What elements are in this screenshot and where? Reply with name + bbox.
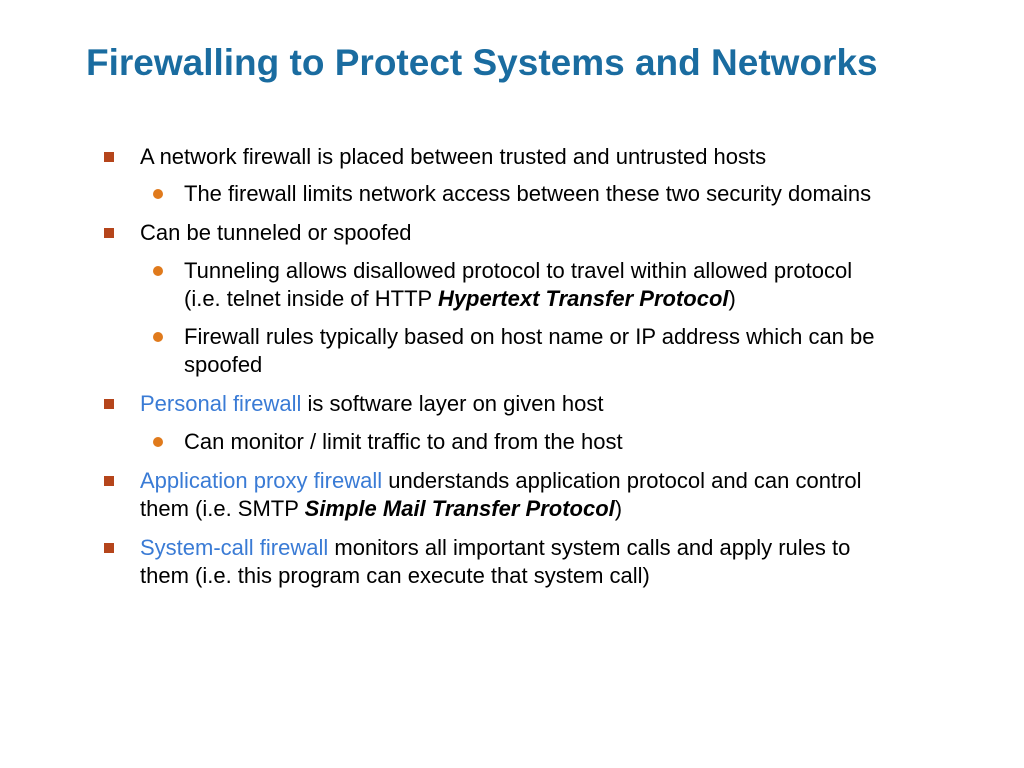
bullet-2-1-line2-post: ) — [728, 286, 736, 311]
application-proxy-firewall-term: Application proxy firewall — [140, 468, 383, 493]
bullet-2-2-line2: spoofed — [184, 352, 263, 377]
bullet-4-line1 — [140, 467, 862, 495]
bullet-5-line1-rest: monitors all important system calls and apply rules to — [328, 535, 851, 560]
dot-bullet-icon — [153, 266, 163, 276]
http-expansion: Hypertext Transfer Protocol — [437, 286, 729, 311]
bullet-2-2-line1: Firewall rules typically based on host name or IP address which can be — [184, 324, 875, 349]
system-call-firewall-term: System-call firewall — [140, 535, 329, 560]
bullet-2-1-line2 — [184, 285, 736, 313]
square-bullet-icon — [104, 228, 114, 238]
dot-bullet-icon — [153, 332, 163, 342]
square-bullet-icon — [104, 152, 114, 162]
bullet-5-line2: them (i.e. this program can execute that system call) — [140, 563, 650, 588]
bullet-2-1-line2-pre: (i.e. telnet inside of HTTP — [184, 286, 438, 311]
bullet-5-line1 — [140, 534, 850, 562]
bullet-1-text: A network firewall is placed between trusted and untrusted hosts — [140, 144, 767, 169]
bullet-3-1-text: Can monitor / limit traffic to and from the host — [184, 429, 623, 454]
bullet-1-1-text: The firewall limits network access between these two security domains — [184, 181, 872, 206]
dot-bullet-icon — [153, 437, 163, 447]
square-bullet-icon — [104, 399, 114, 409]
bullet-3-rest: is software layer on given host — [301, 391, 604, 416]
bullet-2-text: Can be tunneled or spoofed — [140, 220, 412, 245]
slide-title: Firewalling to Protect Systems and Networks — [86, 42, 878, 83]
bullet-4-line2-pre: them (i.e. SMTP — [140, 496, 305, 521]
bullet-3-text — [140, 390, 603, 418]
smtp-expansion: Simple Mail Transfer Protocol — [304, 496, 615, 521]
dot-bullet-icon — [153, 189, 163, 199]
bullet-4-line2-post: ) — [614, 496, 623, 521]
bullet-4-line2 — [140, 495, 622, 523]
bullet-4-line1-rest: understands application protocol and can control — [382, 468, 862, 493]
square-bullet-icon — [104, 543, 114, 553]
bullet-2-1-line1: Tunneling allows disallowed protocol to travel within allowed protocol — [184, 258, 853, 283]
square-bullet-icon — [104, 476, 114, 486]
personal-firewall-term: Personal firewall — [140, 391, 302, 416]
